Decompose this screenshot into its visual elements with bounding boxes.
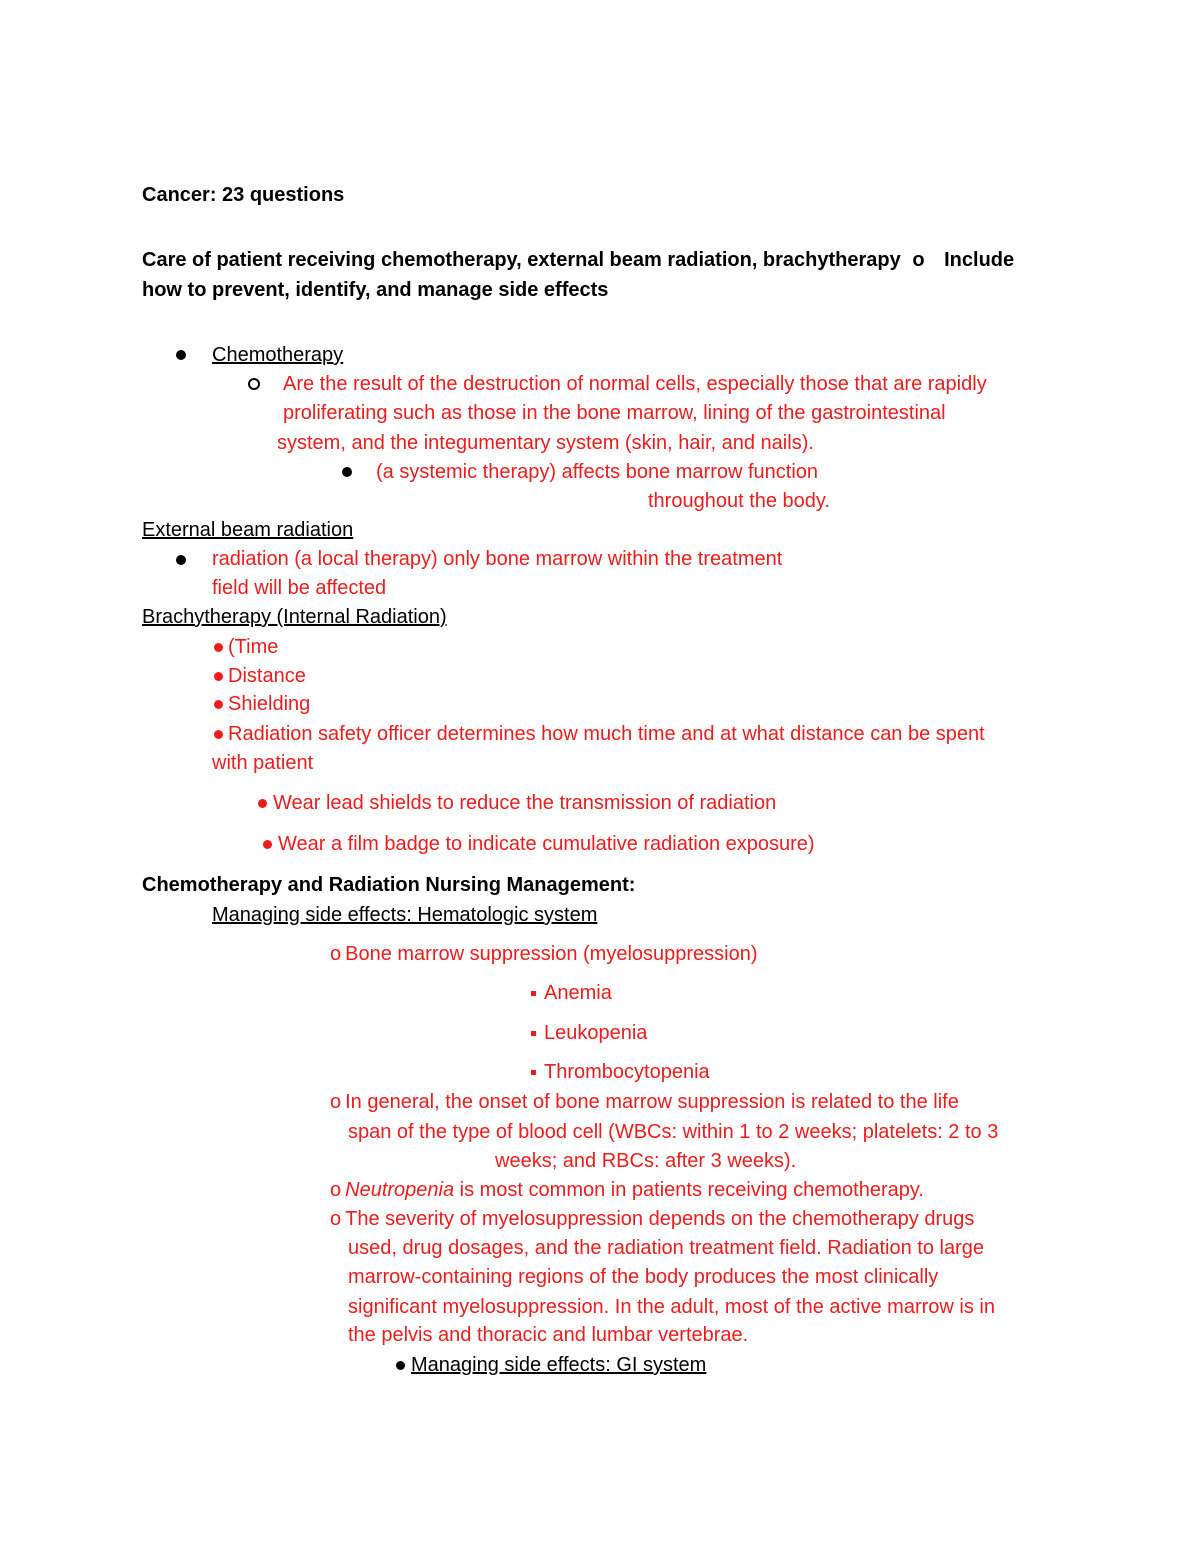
brachy-item-time: (Time bbox=[214, 634, 278, 660]
square-bullet-icon bbox=[531, 1031, 536, 1036]
square-bullet-icon bbox=[531, 991, 536, 996]
bullet-icon bbox=[263, 840, 272, 849]
external-beam-title: External beam radiation bbox=[142, 519, 354, 541]
neutropenia-term: Neutropenia bbox=[345, 1179, 455, 1201]
severity-line-1: o The severity of myelosuppression depends on the chemotherapy drugs bbox=[330, 1208, 975, 1230]
bullet-icon bbox=[214, 672, 223, 681]
marker: o bbox=[330, 1091, 342, 1113]
marker: o bbox=[330, 1179, 342, 1201]
bullet-icon bbox=[176, 555, 186, 565]
intro-include: Include bbox=[944, 249, 1015, 271]
brachy-item-shielding: Shielding bbox=[214, 691, 310, 717]
square-bullet-icon bbox=[531, 1070, 536, 1075]
severity-line-3: marrow-containing regions of the body produces the most clinically bbox=[348, 1266, 939, 1288]
gi-subtitle: Managing side effects: GI system bbox=[396, 1352, 706, 1378]
bullet-icon bbox=[214, 700, 223, 709]
circle-bullet-icon bbox=[248, 378, 260, 390]
hematologic-subtitle: Managing side effects: Hematologic system bbox=[212, 904, 598, 926]
bullet-icon bbox=[396, 1361, 405, 1370]
bullet-icon bbox=[214, 730, 223, 739]
brachy-item-safety-officer: Radiation safety officer determines how much time and at what distance can be spent bbox=[214, 721, 985, 747]
management-title: Chemotherapy and Radiation Nursing Management: bbox=[142, 874, 636, 896]
chemo-point-line-1: Are the result of the destruction of normal cells, especially those that are rapidly bbox=[283, 373, 987, 395]
intro-marker: o bbox=[912, 249, 925, 271]
onset-line-1: o In general, the onset of bone marrow suppression is related to the life bbox=[330, 1091, 959, 1113]
chemo-point-line-3: system, and the integumentary system (skin, hair, and nails). bbox=[277, 432, 814, 454]
bullet-icon bbox=[258, 799, 267, 808]
brachy-item-lead-shields: Wear lead shields to reduce the transmission of radiation bbox=[258, 790, 776, 816]
bullet-icon bbox=[176, 350, 186, 360]
bullet-icon bbox=[342, 467, 352, 477]
thrombocytopenia-item: Thrombocytopenia bbox=[531, 1059, 710, 1085]
neutropenia-item: o Neutropenia is most common in patients receiving chemotherapy. bbox=[330, 1179, 924, 1201]
severity-line-5: the pelvis and thoracic and lumbar vertebrae. bbox=[348, 1324, 749, 1346]
onset-line-3: weeks; and RBCs: after 3 weeks). bbox=[495, 1150, 797, 1172]
ebr-line-1: radiation (a local therapy) only bone marrow within the treatment bbox=[212, 548, 783, 570]
chemotherapy-title: Chemotherapy bbox=[212, 344, 344, 366]
leukopenia-item: Leukopenia bbox=[531, 1020, 647, 1046]
bullet-icon bbox=[214, 643, 223, 652]
marker: o bbox=[330, 943, 342, 965]
brachy-item-distance: Distance bbox=[214, 663, 306, 689]
heading: Cancer: 23 questions bbox=[142, 184, 345, 206]
brachy-item-safety-officer-cont: with patient bbox=[212, 752, 314, 774]
chemo-point-line-2: proliferating such as those in the bone marrow, lining of the gastrointestinal bbox=[283, 402, 946, 424]
brachytherapy-title: Brachytherapy (Internal Radiation) bbox=[142, 606, 447, 628]
brachy-item-film-badge: Wear a film badge to indicate cumulative radiation exposure) bbox=[263, 831, 815, 857]
chemo-systemic-line-1: (a systemic therapy) affects bone marrow function bbox=[376, 461, 819, 483]
intro-line-2: how to prevent, identify, and manage side effects bbox=[142, 279, 609, 301]
marker: o bbox=[330, 1208, 342, 1230]
chemo-systemic-line-2: throughout the body. bbox=[648, 490, 830, 512]
anemia-item: Anemia bbox=[531, 980, 612, 1006]
onset-line-2: span of the type of blood cell (WBCs: within 1 to 2 weeks; platelets: 2 to 3 bbox=[348, 1121, 999, 1143]
intro-text: Care of patient receiving chemotherapy, external beam radiation, brachytherapy bbox=[142, 249, 901, 271]
severity-line-2: used, drug dosages, and the radiation treatment field. Radiation to large bbox=[348, 1237, 984, 1259]
severity-line-4: significant myelosuppression. In the adult, most of the active marrow is in bbox=[348, 1296, 995, 1318]
ebr-line-2: field will be affected bbox=[212, 577, 387, 599]
intro-line-1 bbox=[142, 247, 1014, 273]
bone-marrow-item: o Bone marrow suppression (myelosuppression) bbox=[330, 943, 758, 965]
